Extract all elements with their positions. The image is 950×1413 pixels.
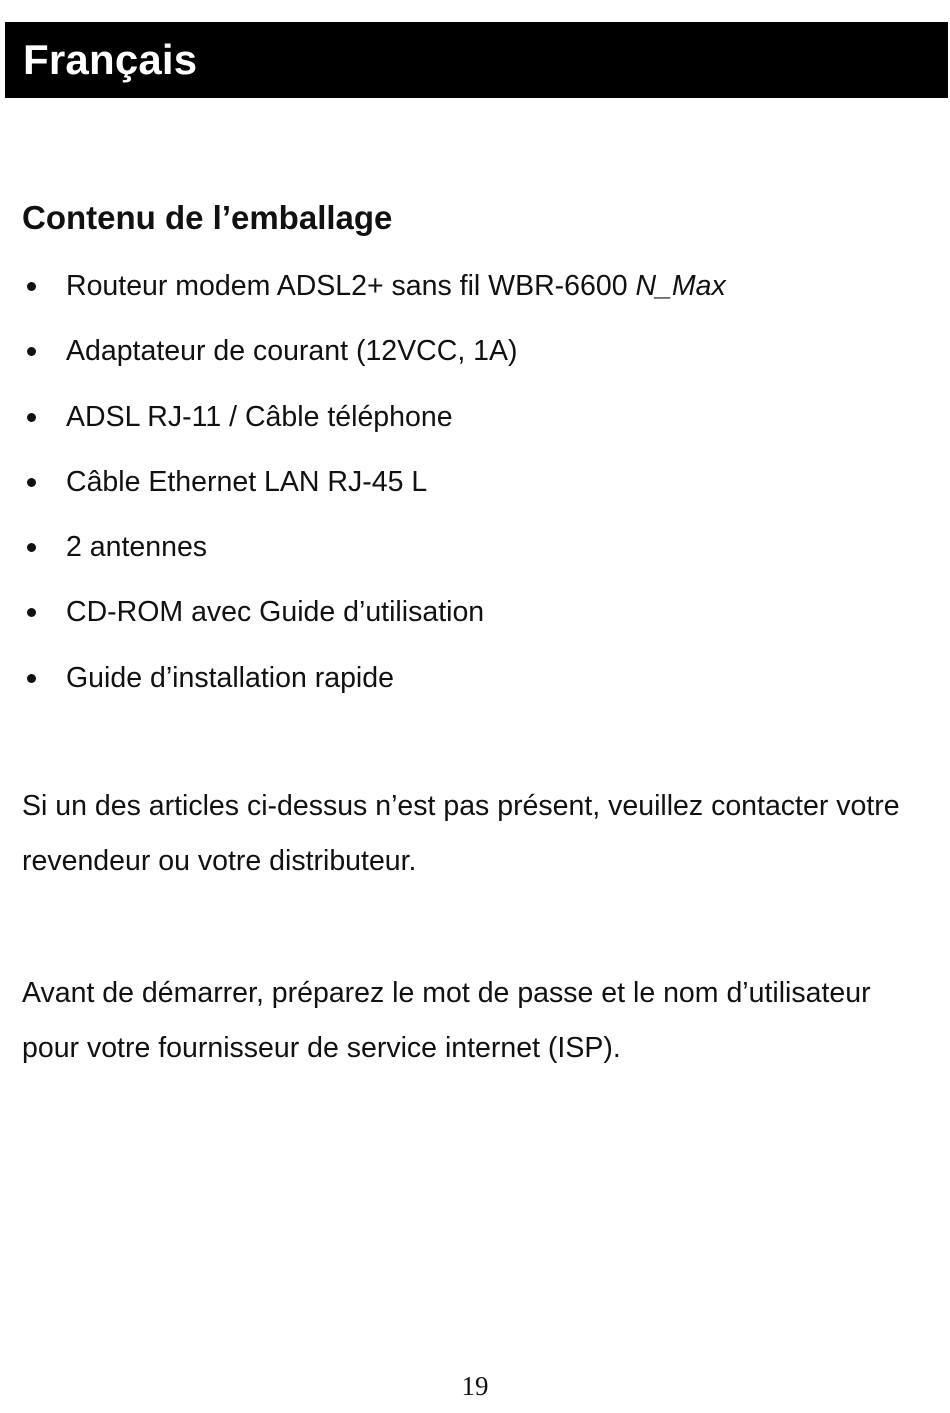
list-item-text: 2 antennes — [66, 531, 208, 564]
page-number: 19 — [461, 1371, 489, 1401]
language-title: Français — [23, 36, 198, 83]
list-item — [0, 264, 726, 329]
list-item — [0, 460, 726, 525]
list-item-text: ADSL RJ-11 / Câble téléphone — [66, 400, 453, 433]
list-item — [0, 525, 726, 590]
bullet-icon — [27, 478, 36, 487]
list-item-text: Adaptateur de courant (12VCC, 1A) — [66, 335, 518, 368]
before-start-paragraph: Avant de démarrer, préparez le mot de passe et le nom d’utilisateur pour votre fournisseur de service internet (ISP). — [22, 977, 871, 1064]
list-item-text: CD-ROM avec Guide d’utilisation — [66, 596, 485, 629]
bullet-icon — [27, 347, 36, 356]
list-item-text: Câble Ethernet LAN RJ-45 L — [66, 465, 428, 498]
missing-items-paragraph: Si un des articles ci-dessus n’est pas présent, veuillez contacter votre revendeur ou votre distributeur. — [22, 790, 900, 877]
bullet-icon — [27, 282, 36, 291]
language-banner — [5, 22, 948, 98]
list-item — [0, 395, 726, 460]
bullet-icon — [27, 674, 36, 683]
bullet-icon — [27, 608, 36, 617]
list-item-italic-text: N_Max — [635, 270, 726, 302]
bullet-icon — [27, 543, 36, 552]
package-contents-list — [0, 264, 726, 721]
list-item — [0, 656, 726, 721]
list-item-text: Routeur modem ADSL2+ sans fil WBR-6600 — [66, 270, 636, 302]
list-item — [0, 329, 726, 394]
list-item — [0, 590, 726, 655]
section-title: Contenu de l’emballage — [22, 199, 393, 236]
list-item-text: Guide d’installation rapide — [66, 661, 394, 694]
bullet-icon — [27, 413, 36, 422]
